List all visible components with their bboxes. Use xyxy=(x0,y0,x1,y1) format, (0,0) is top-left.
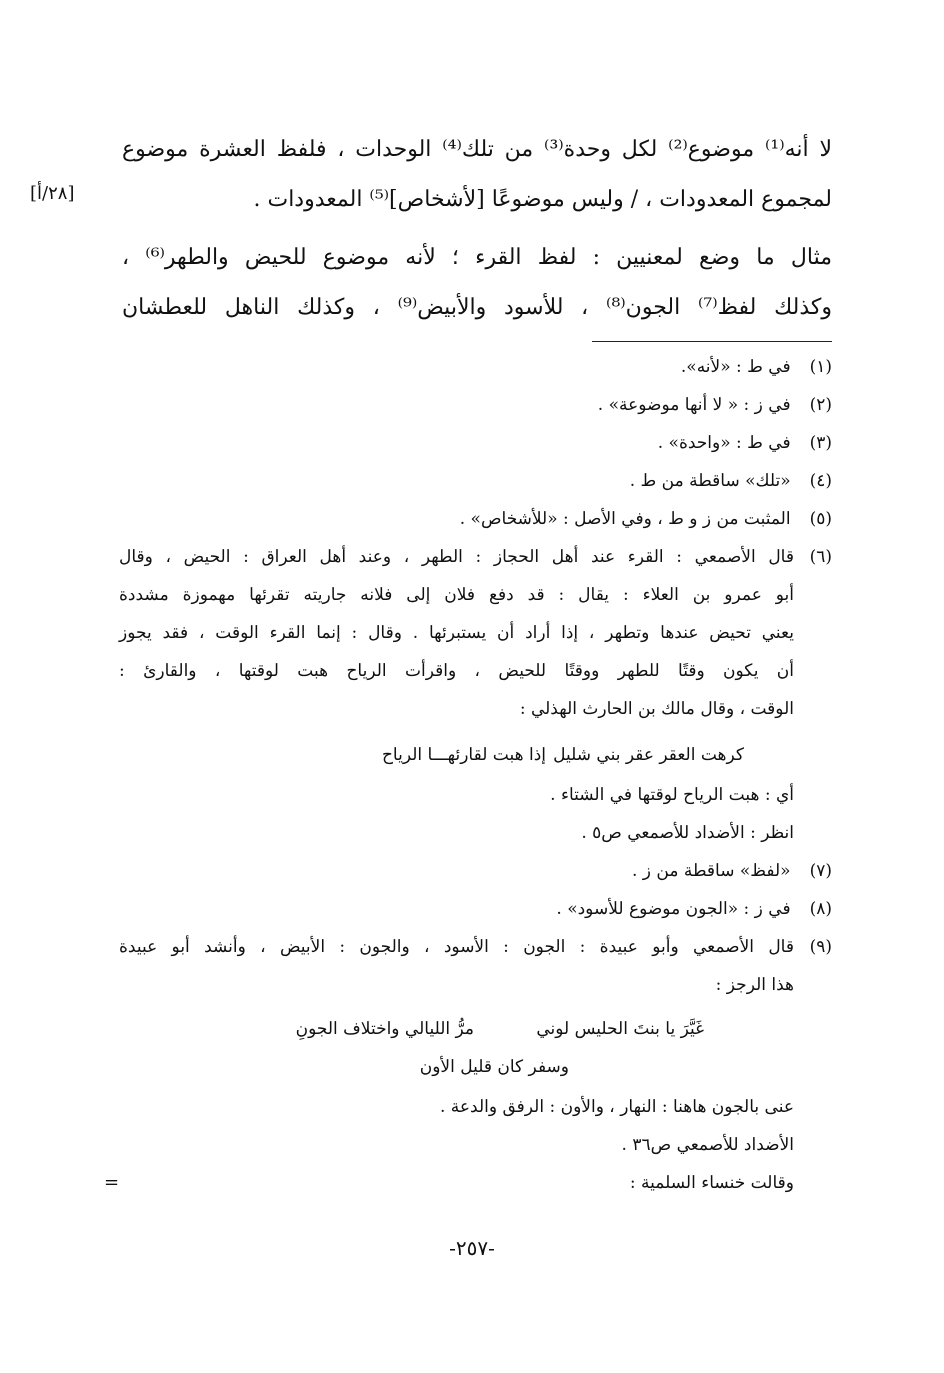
rajaz-hemistich-1: غَيَّرَ يا بنتَ الحليس لوني xyxy=(536,1019,704,1039)
footnote-separator-rule xyxy=(592,341,832,342)
footnote-5 xyxy=(117,507,832,531)
footnote-6-line-4: أن يكون وقتًا للطهر ووقتًا للحيض ، واقرأت الرياح هبت لوقتها ، والقارئ : xyxy=(119,661,794,681)
footnote-6-line-3: يعني تحيض عندها وتطهر ، إذا أراد أن يستبرئها . وقال : إنما القرء الوقت ، فقد يجوز xyxy=(119,623,794,643)
main-text-line-1: لا أنه⁽¹⁾ موضوع⁽²⁾ لكل وحدة⁽³⁾ من تلك⁽⁴⁾ الوحدات ، فلفظ العشرة موضوع xyxy=(122,137,832,162)
footnote-number: (١) xyxy=(809,357,832,377)
main-text-line-4: وكذلك لفظ⁽⁷⁾ الجون⁽⁸⁾ ، للأسود والأبيض⁽⁹⁾ ، وكذلك الناهل للعطشان xyxy=(122,295,832,320)
footnote-number: (٨) xyxy=(809,899,832,919)
footnote-text: المثبت من ز و ط ، وفي الأصل : «للأشخاص» . xyxy=(459,509,791,529)
continuation-mark: = xyxy=(104,1172,120,1193)
footnote-number: (٤) xyxy=(809,471,832,491)
footnote-6-line-2: أبو عمرو بن العلاء : يقال : قد دفع فلان إلى فلانه جاريته تقرئها مهموزة مشددة xyxy=(119,585,794,605)
footnote-6-after-1: أي : هبت الرياح لوقتها في الشتاء . xyxy=(550,785,794,805)
rajaz-hemistich-2: مرُّ الليالي واختلاف الجونِ xyxy=(295,1019,474,1039)
footnote-text: في ز : «الجون موضوع للأسود» . xyxy=(556,899,791,919)
footnote-7 xyxy=(117,859,832,883)
footnote-number: (٢) xyxy=(809,395,832,415)
footnote-9-line-1: قال الأصمعي وأبو عبيدة : الجون : الأسود ، والجون : الأبيض ، وأنشد أبو عبيدة xyxy=(119,937,794,957)
footnote-8 xyxy=(117,897,832,921)
margin-folio-reference: [٢٨/أ] xyxy=(30,183,75,204)
footnote-3 xyxy=(117,431,832,455)
footnote-number: (٩) xyxy=(809,937,832,957)
footnote-2 xyxy=(117,393,832,417)
footnote-text: في ط : «لأنه». xyxy=(680,357,791,377)
footnote-9-after-1: عنى بالجون هاهنا : النهار ، والأون : الرفق والدعة . xyxy=(439,1097,794,1117)
verse-hemistich-2: إذا هبت لقارئهـــا الرياح xyxy=(381,745,546,765)
footnote-number: (٦) xyxy=(809,547,832,567)
footnote-9-line-2: هذا الرجز : xyxy=(715,975,794,995)
footnote-number: (٥) xyxy=(809,509,832,529)
footnote-1 xyxy=(117,355,832,379)
footnote-number: (٧) xyxy=(809,861,832,881)
footnote-4 xyxy=(117,469,832,493)
main-text-line-2: لمجموع المعدودات ، / وليس موضوعًا [لأشخاص]⁽⁵⁾ المعدودات . xyxy=(253,187,832,212)
footnote-text: «تلك» ساقطة من ط . xyxy=(629,471,791,491)
footnote-6-after-2: انظر : الأضداد للأصمعي ص٥ . xyxy=(581,823,794,843)
footnote-text: في ز : « لا أنها موضوعة» . xyxy=(597,395,791,415)
footnote-9-after-3: وقالت خنساء السلمية : xyxy=(629,1173,794,1193)
footnote-6-line-1: قال الأصمعي : القرء عند أهل الحجاز : الطهر ، وعند أهل العراق : الحيض ، وقال xyxy=(119,547,794,567)
footnote-text: في ط : «واحدة» . xyxy=(657,433,791,453)
rajaz-line-3: وسفر كان قليل الأون xyxy=(419,1057,569,1077)
page-number: -٢٥٧- xyxy=(449,1236,495,1260)
main-text-line-3: مثال ما وضع لمعنيين : لفظ القرء ؛ لأنه موضوع للحيض والطهر⁽⁶⁾ ، xyxy=(122,245,832,270)
verse-hemistich-1: كرهت العقر عقر بني شليل xyxy=(553,745,744,765)
footnote-9-after-2: الأضداد للأصمعي ص٣٦ . xyxy=(621,1135,794,1155)
footnote-6-line-5: الوقت ، وقال مالك بن الحارث الهذلي : xyxy=(519,699,794,719)
footnote-number: (٣) xyxy=(809,433,832,453)
footnote-text: «لفظ» ساقطة من ز . xyxy=(631,861,791,881)
